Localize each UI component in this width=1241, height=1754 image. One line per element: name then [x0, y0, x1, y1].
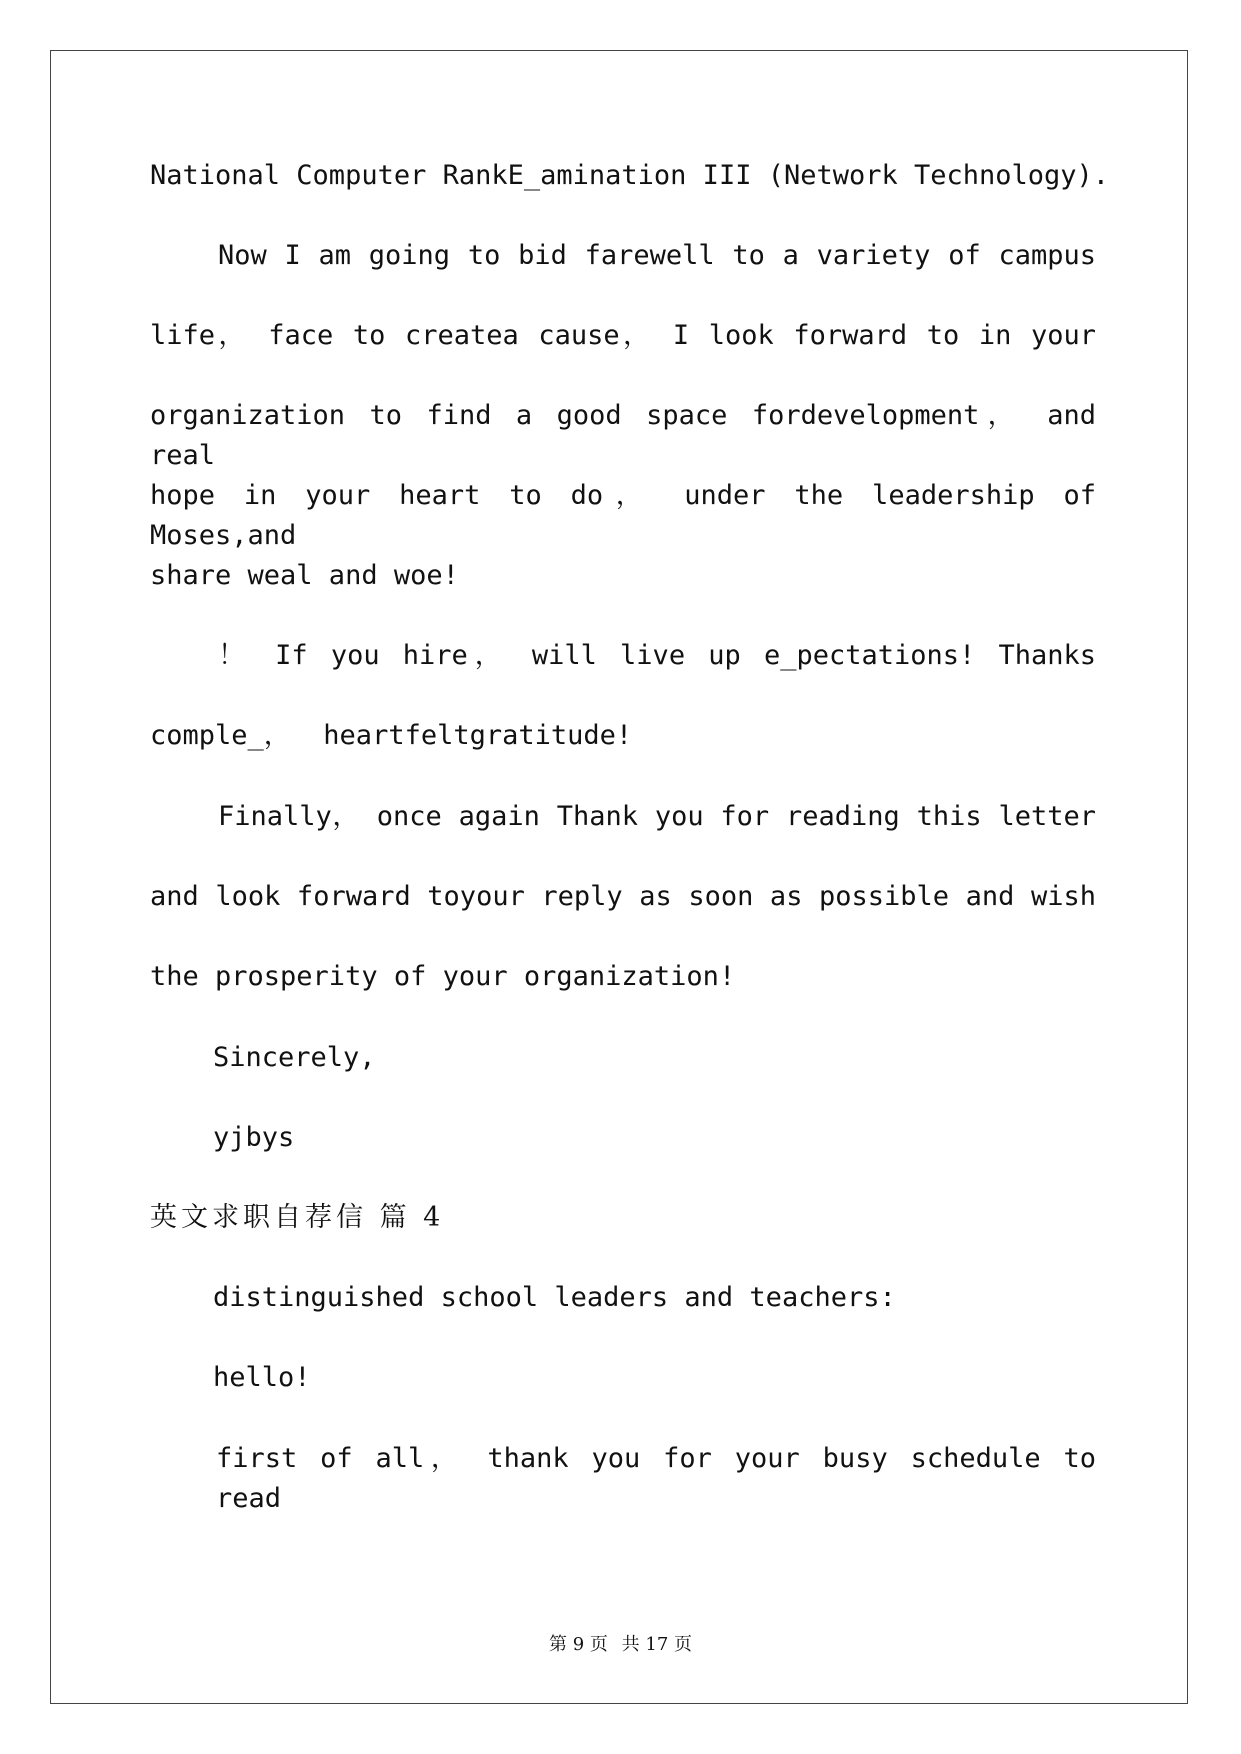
- closing: Sincerely,: [213, 1042, 376, 1073]
- paragraph-line: ！ If you hire， will live up e_pectations! Thanks: [218, 640, 1096, 671]
- page-footer: [0, 1630, 1241, 1656]
- paragraph-line: comple_， heartfeltgratitude!: [150, 720, 633, 751]
- signature: yjbys: [213, 1122, 295, 1153]
- paragraph-line: the prosperity of your organization!: [150, 961, 736, 992]
- section-heading: 英文求职自荐信 篇 4: [150, 1202, 445, 1233]
- salutation: distinguished school leaders and teachers:: [213, 1282, 896, 1313]
- paragraph-line: hope in your heart to do， under the leadership of Moses,and: [150, 480, 1096, 551]
- paragraph-line: first of all， thank you for your busy schedule to read: [216, 1443, 1096, 1514]
- paragraph-line: organization to find a good space fordevelopment， and real: [150, 400, 1096, 471]
- greeting: hello!: [213, 1362, 311, 1393]
- page-number: 第 9 页: [549, 1634, 608, 1655]
- paragraph-line: National Computer RankE_amination III (Network Technology).: [150, 160, 1110, 191]
- paragraph-line: share weal and woe!: [150, 560, 459, 591]
- page-total: 共 17 页: [621, 1634, 692, 1655]
- paragraph-line: Finally， once again Thank you for reading this letter: [218, 801, 1096, 832]
- paragraph-line: Now I am going to bid farewell to a variety of campus: [218, 240, 1096, 271]
- paragraph-line: life， face to createa cause， I look forward to in your: [150, 320, 1096, 351]
- paragraph-line: and look forward toyour reply as soon as possible and wish: [150, 881, 1096, 912]
